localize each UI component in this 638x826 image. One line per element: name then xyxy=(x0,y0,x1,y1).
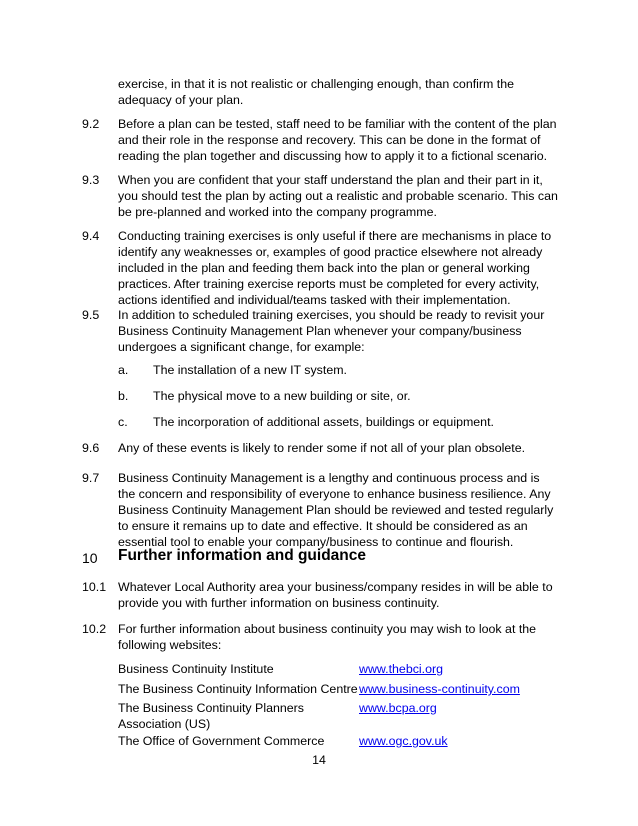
paragraph-number: 9.4 xyxy=(82,229,100,243)
sub-item-letter: b. xyxy=(118,389,129,403)
website-link[interactable]: www.thebci.org xyxy=(359,662,444,676)
website-name: The Office of Government Commerce xyxy=(118,734,325,748)
website-link[interactable]: www.business-continuity.com xyxy=(359,682,520,696)
website-name: The Business Continuity Planners Association (US) xyxy=(118,701,304,731)
paragraph-text: For further information about business continuity you may wish to look at the following websites: xyxy=(118,622,537,652)
paragraph-number: 10.1 xyxy=(82,580,107,594)
paragraph-number: 9.2 xyxy=(82,117,100,131)
paragraph-number: 10.2 xyxy=(82,622,107,636)
website-name: Business Continuity Institute xyxy=(118,662,274,676)
website-link[interactable]: www.ogc.gov.uk xyxy=(359,734,448,748)
sub-item-text: The physical move to a new building or site, or. xyxy=(153,389,411,403)
paragraph-number: 9.6 xyxy=(82,441,100,455)
paragraph-text: In addition to scheduled training exercises, you should be ready to revisit your Business Continuity Management Plan whenever your company/business undergoes a significant change, for example: xyxy=(118,308,545,354)
sub-item-letter: a. xyxy=(118,363,129,377)
paragraph-number: 9.7 xyxy=(82,471,100,485)
page-number: 14 xyxy=(312,753,326,767)
paragraph-text: Conducting training exercises is only useful if there are mechanisms in place to identify any weaknesses or, examples of good practice elsewhere not already included in the plan and feeding them back into the plan or general working practices. After training exercise reports must be completed for every activity, actions identified and individual/teams tasked with their implementation. xyxy=(118,229,552,307)
website-link[interactable]: www.bcpa.org xyxy=(359,701,437,715)
continuation-paragraph: exercise, in that it is not realistic or challenging enough, than confirm the adequacy of your plan. xyxy=(118,77,515,107)
paragraph-number: 9.5 xyxy=(82,308,100,322)
paragraph-text: Before a plan can be tested, staff need to be familiar with the content of the plan and their role in the response and recovery. This can be done in the format of reading the plan together and discussing how to apply it to a fictional scenario. xyxy=(118,117,557,163)
sub-item-letter: c. xyxy=(118,415,128,429)
paragraph-number: 9.3 xyxy=(82,173,100,187)
sub-item-text: The installation of a new IT system. xyxy=(153,363,347,377)
section-heading: Further information and guidance xyxy=(118,547,367,564)
website-name: The Business Continuity Information Centre xyxy=(118,682,358,696)
sub-item-text: The incorporation of additional assets, buildings or equipment. xyxy=(153,415,494,429)
paragraph-text: Whatever Local Authority area your business/company resides in will be able to provide you with further information on business continuity. xyxy=(118,580,553,610)
paragraph-text: Any of these events is likely to render some if not all of your plan obsolete. xyxy=(118,441,526,455)
paragraph-text: Business Continuity Management is a lengthy and continuous process and is the concern and responsibility of everyone to enhance business resilience. Any Business Continuity Management Plan should be reviewed and tested regularly to ensure it remains up to date and effective. It should be considered as an essential tool to enable your company/business to continue and flourish. xyxy=(118,471,554,549)
section-number: 10 xyxy=(82,550,98,566)
paragraph-text: When you are confident that your staff understand the plan and their part in it, you should test the plan by acting out a realistic and probable scenario. This can be pre-planned and worked into the company programme. xyxy=(118,173,558,219)
